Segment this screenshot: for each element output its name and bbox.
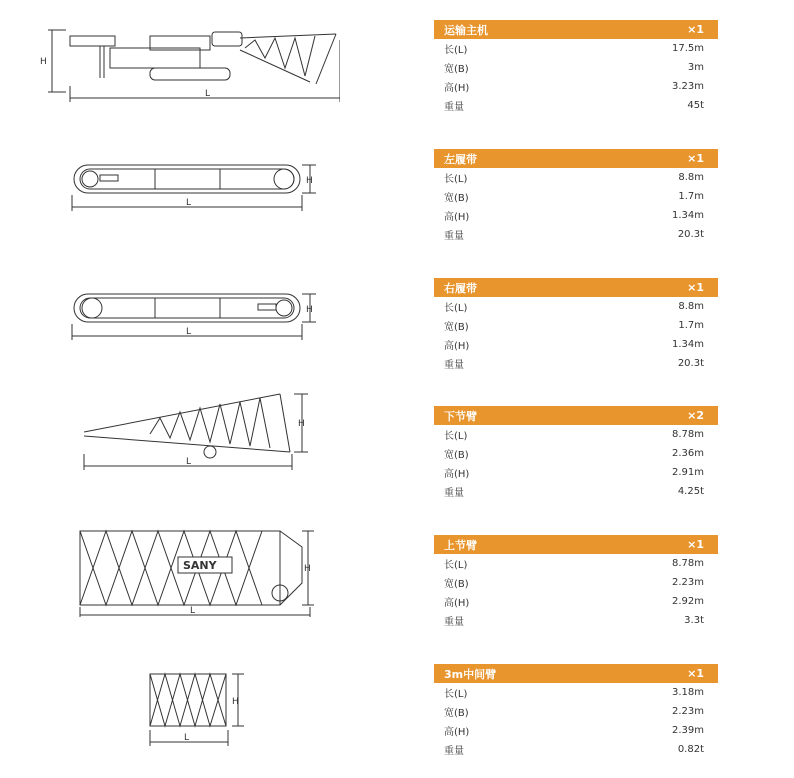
upper-boom-drawing — [40, 527, 340, 637]
spec-value: 20.3t — [677, 358, 704, 369]
spec-label: 高(H) — [444, 212, 470, 223]
spec-header — [434, 664, 718, 683]
spec-row — [434, 611, 718, 630]
spec-label: 重量 — [444, 617, 464, 628]
length-label: L — [186, 327, 192, 337]
spec-label: 宽(B) — [444, 450, 469, 461]
spec-row — [434, 740, 718, 759]
spec-value: 3.3t — [684, 615, 704, 626]
spec-label: 长(L) — [444, 303, 468, 314]
spec-value: 2.23m — [671, 577, 704, 588]
spec-label: 长(L) — [444, 431, 468, 442]
spec-label: 高(H) — [444, 727, 470, 738]
part-quantity: ×2 — [687, 409, 704, 422]
spec-value: 2.91m — [671, 467, 704, 478]
spec-row — [434, 592, 718, 611]
spec-row — [434, 187, 718, 206]
part-name: 运输主机 — [444, 23, 488, 37]
lower-boom-drawing — [40, 382, 340, 492]
spec-value: 1.7m — [678, 320, 704, 331]
spec-table — [434, 535, 718, 630]
spec-label: 宽(B) — [444, 708, 469, 719]
spec-row — [434, 316, 718, 335]
spec-row — [434, 96, 718, 115]
part-name: 右履带 — [444, 281, 477, 295]
spec-label: 宽(B) — [444, 322, 469, 333]
spec-table — [434, 278, 718, 373]
spec-row — [434, 297, 718, 316]
part-quantity: ×1 — [687, 23, 704, 36]
spec-table — [434, 406, 718, 501]
part-quantity: ×1 — [687, 152, 704, 165]
spec-label: 高(H) — [444, 469, 470, 480]
spec-header — [434, 406, 718, 425]
spec-value: 0.82t — [677, 744, 704, 755]
part-quantity: ×1 — [687, 538, 704, 551]
spec-table — [434, 149, 718, 244]
spec-row — [434, 702, 718, 721]
spec-value: 1.7m — [678, 191, 704, 202]
spec-value: 3.23m — [671, 81, 704, 92]
spec-value: 8.78m — [671, 429, 704, 440]
spec-row — [434, 444, 718, 463]
spec-value: 2.23m — [671, 706, 704, 717]
height-label: H — [306, 176, 313, 186]
spec-value: 8.8m — [678, 172, 704, 183]
part-name: 上节臂 — [444, 538, 477, 552]
spec-header — [434, 278, 718, 297]
spec-row — [434, 39, 718, 58]
spec-value: 20.3t — [677, 229, 704, 240]
spec-header — [434, 149, 718, 168]
spec-value: 17.5m — [671, 43, 704, 54]
length-label: L — [205, 89, 211, 99]
part-quantity: ×1 — [687, 281, 704, 294]
spec-value: 2.39m — [671, 725, 704, 736]
spec-label: 重量 — [444, 488, 464, 499]
spec-row — [434, 683, 718, 702]
spec-header — [434, 20, 718, 39]
spec-value: 3.18m — [671, 687, 704, 698]
spec-label: 长(L) — [444, 560, 468, 571]
spec-row — [434, 554, 718, 573]
spec-value: 1.34m — [671, 210, 704, 221]
spec-label: 重量 — [444, 746, 464, 757]
height-label: H — [306, 305, 313, 315]
part-quantity: ×1 — [687, 667, 704, 680]
spec-value: 4.25t — [677, 486, 704, 497]
spec-row — [434, 721, 718, 740]
spec-label: 高(H) — [444, 598, 470, 609]
spec-table — [434, 664, 718, 759]
spec-value: 8.78m — [671, 558, 704, 569]
length-label: L — [190, 606, 196, 616]
length-label: L — [186, 198, 192, 208]
spec-label: 宽(B) — [444, 64, 469, 75]
brand-logo: SANY — [183, 559, 217, 572]
spec-row — [434, 77, 718, 96]
length-label: L — [184, 733, 190, 743]
spec-header — [434, 535, 718, 554]
part-name: 3m中间臂 — [444, 667, 497, 681]
height-label: H — [232, 697, 239, 707]
spec-row — [434, 206, 718, 225]
main-unit-drawing — [40, 28, 340, 138]
spec-row — [434, 354, 718, 373]
spec-row — [434, 335, 718, 354]
part-name: 左履带 — [444, 152, 477, 166]
spec-value: 1.34m — [671, 339, 704, 350]
part-name: 下节臂 — [444, 409, 477, 423]
spec-row — [434, 482, 718, 501]
spec-row — [434, 225, 718, 244]
spec-label: 高(H) — [444, 83, 470, 94]
spec-label: 高(H) — [444, 341, 470, 352]
spec-value: 2.92m — [671, 596, 704, 607]
spec-label: 宽(B) — [444, 193, 469, 204]
spec-value: 8.8m — [678, 301, 704, 312]
spec-table — [434, 20, 718, 115]
spec-row — [434, 463, 718, 482]
middle-boom-drawing — [140, 668, 440, 778]
spec-label: 长(L) — [444, 45, 468, 56]
spec-label: 重量 — [444, 231, 464, 242]
spec-row — [434, 425, 718, 444]
height-label: H — [304, 564, 311, 574]
spec-row — [434, 58, 718, 77]
length-label: L — [186, 457, 192, 467]
spec-value: 2.36m — [671, 448, 704, 459]
spec-value: 45t — [687, 100, 704, 111]
spec-row — [434, 168, 718, 187]
spec-label: 长(L) — [444, 174, 468, 185]
height-label: H — [40, 57, 47, 67]
spec-value: 3m — [687, 62, 704, 73]
spec-label: 长(L) — [444, 689, 468, 700]
left-track-drawing — [40, 157, 340, 267]
right-track-drawing — [40, 286, 340, 396]
spec-label: 重量 — [444, 102, 464, 113]
height-label: H — [298, 419, 305, 429]
spec-label: 重量 — [444, 360, 464, 371]
spec-row — [434, 573, 718, 592]
spec-label: 宽(B) — [444, 579, 469, 590]
